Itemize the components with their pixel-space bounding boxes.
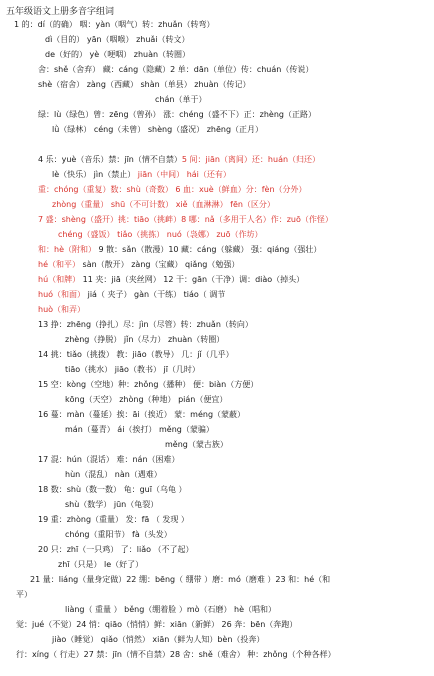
text-line: zhòng（重量） shū（不可计数） xiě（血淋淋） fēn（区分）: [52, 200, 275, 209]
text-line: chóng（重阳节） fà（头发）: [65, 530, 172, 539]
text-line: 绿：lù（绿色）曾：zēng（曾孙） 涨：chéng（盛不下）正：zhèng（正路）: [38, 110, 316, 119]
text-segment: 9 散：sǎn（散漫）10 藏：cáng（躲藏） 强：qiáng（强壮）: [96, 245, 322, 254]
text-line: 13 挣：zhēng（挣扎）尽：jìn（尽管）转：zhuǎn（转向）: [38, 320, 253, 329]
text-line: huò（和弄）: [38, 305, 86, 314]
text-line: lǜ（绿林） céng（未曾） shèng（盛况） zhēng（正月）: [52, 125, 264, 134]
text-line: 16 蔓：màn（蔓延）挨：āi（挨近） 蒙：méng（蒙蔽）: [38, 410, 246, 419]
text-line: kōng（天空） zhòng（种地） pián（便宜）: [65, 395, 228, 404]
text-line: de（好的） yè（哽咽） zhuàn（转圈）: [45, 50, 191, 59]
text-segment: lè（快乐） jìn（禁止）: [52, 170, 138, 179]
text-line: shè（宿舍） zàng（西藏） shàn（单县） zhuàn（传记）: [38, 80, 251, 89]
text-line: 觉：jué（不觉）24 悄：qiāo（悄悄）鲜：xiān（新鲜） 26 奔：bēn（奔跑）: [16, 620, 298, 629]
text-segment: 和：hè（附和）: [38, 245, 96, 254]
text-line: měng（蒙古族）: [165, 440, 228, 449]
text-line: [38, 273, 304, 286]
text-segment: sàn（散开） zàng（宝藏） qiǎng（勉强）: [80, 260, 240, 269]
text-line: [38, 258, 239, 271]
text-line: 18 数：shù（数一数） 龟：guī（乌龟 ）: [38, 485, 187, 494]
text-line: jiào（睡觉） qiǎo（悄然） xiān（鲜为人知）bèn（投奔）: [52, 635, 265, 644]
text-line: [38, 153, 320, 166]
text-line: [38, 288, 225, 301]
text-line: 17 混：hún（混话） 难：nán（困难）: [38, 455, 180, 464]
text-line: 7 盛：shèng（盛开）挑：tiāo（挑衅）8 哪：nǎ（多用于人名）作：zuō（作怪）: [38, 215, 333, 224]
text-line: zhī（只是） le（好了）: [58, 560, 144, 569]
text-line: chán（单于）: [155, 95, 207, 104]
text-line: 20 只：zhī（一只鸡） 了：liǎo （不了起）: [38, 545, 194, 554]
text-line: chéng（盛饭） tiǎo（挑拣） nuó（袅娜） zuō（作坊）: [58, 230, 263, 239]
text-segment: 4 乐：yuè（音乐）禁：jīn（情不自禁）: [38, 155, 182, 164]
page-title: 五年级语文上册多音字组词: [6, 7, 115, 17]
text-line: liàng（ 重量 ） běng（绷着脸 ）mò（石磨） hè（唱和）: [65, 605, 277, 614]
text-line: shù（数学） jūn（龟裂）: [65, 500, 159, 509]
text-segment: jiá（ 夹子） gàn（干练） tiáo（ 调节: [85, 290, 226, 299]
text-segment: jiān（中间） hái（还有）: [137, 170, 231, 179]
text-line: dì（目的） yān（咽喉） zhuǎi（转文）: [45, 35, 190, 44]
text-segment: 5 间：jiān（离间）还：huán（归还）: [181, 155, 321, 164]
text-line: 1 的：dí（的确） 咽：yàn（咽气）转：zhuǎn（转弯）: [14, 20, 215, 29]
text-line: zhèng（挣脱） jǐn（尽力） zhuàn（转圈）: [65, 335, 225, 344]
text-line: [38, 243, 321, 256]
text-line: 行：xíng（ 行走）27 禁：jīn（情不自禁）28 舍：shě（难舍） 种：zhǒng（个种各样）: [16, 650, 336, 659]
text-line: 21 量：liáng（量身定做）22 绷：bēng（ 绷带 ）磨：mó（磨难 ）23 和：hé（和: [30, 575, 331, 584]
text-line: 平）: [16, 590, 32, 599]
text-segment: hé（和平）: [38, 260, 80, 269]
text-line: 15 空：kòng（空地）种：zhǒng（播种） 便：biàn（方便）: [38, 380, 259, 389]
text-line: hùn（混乱） nàn（遇难）: [65, 470, 162, 479]
text-line: tiāo（挑水） jiāo（教书） jī（几时）: [65, 365, 200, 374]
text-segment: huó（和面）: [38, 290, 86, 299]
text-line: 14 挑：tiǎo（挑拨） 教：jiāo（教导） 几：jǐ（几乎）: [38, 350, 234, 359]
text-line: 19 重：zhòng（重量） 发：fā （ 发现 ）: [38, 515, 189, 524]
text-line: mán（蔓青） ái（挨打） měng（蒙骗）: [65, 425, 214, 434]
text-line: [52, 168, 231, 181]
text-line: 舍：shě（舍弃） 藏：cáng（隐藏）2 单：dān（单位）传：chuán（传说）: [38, 65, 314, 74]
text-line: 重：chóng（重复）数：shù（奇数） 6 血：xuè（鲜血）分：fèn（分外）: [38, 185, 307, 194]
text-segment: 11 夹：jiā（夹丝网） 12 干：gān（干净）调：diào（掉头）: [80, 275, 305, 284]
text-segment: hú（和牌）: [38, 275, 81, 284]
